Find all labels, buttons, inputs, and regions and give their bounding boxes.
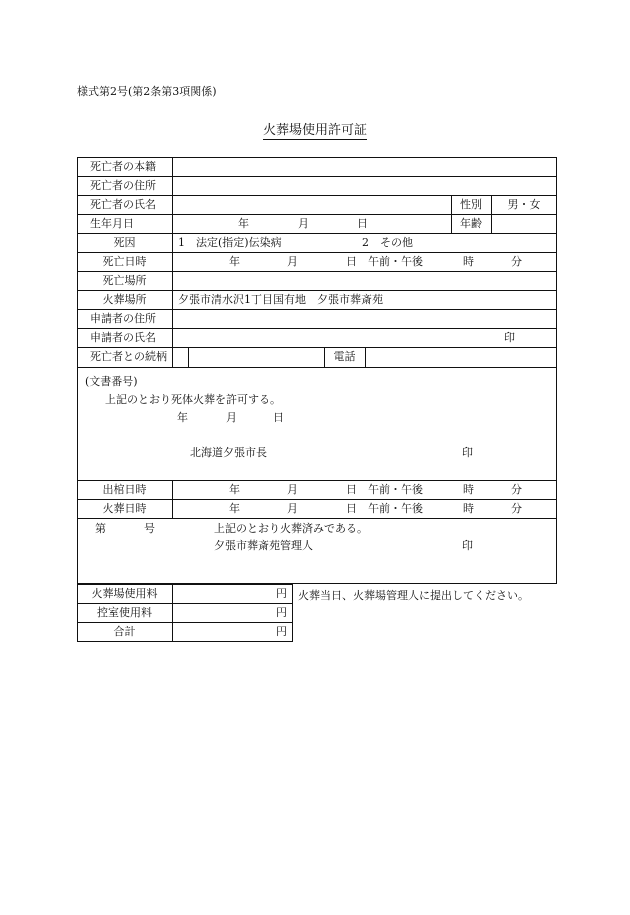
coffin-hour-unit: 時 bbox=[463, 483, 474, 496]
col-line bbox=[365, 347, 366, 367]
death-day-unit: 日 bbox=[346, 255, 357, 268]
cremation-day-unit: 日 bbox=[346, 502, 357, 515]
total-yen: 円 bbox=[276, 625, 287, 638]
row-line bbox=[77, 214, 557, 215]
label-birth-date: 生年月日 bbox=[90, 217, 134, 230]
label-applicant-name: 申請者の氏名 bbox=[90, 331, 156, 344]
label-waiting-room-fee: 控室使用料 bbox=[97, 606, 152, 619]
label-death-place: 死亡場所 bbox=[102, 274, 147, 287]
row-line bbox=[77, 518, 557, 519]
row-line bbox=[77, 603, 293, 604]
document-title-text: 火葬場使用許可証 bbox=[262, 123, 367, 138]
row-line bbox=[77, 233, 557, 234]
row-line bbox=[77, 499, 557, 500]
label-divider bbox=[172, 480, 173, 518]
completion-gou: 号 bbox=[144, 522, 155, 535]
birth-month-unit: 月 bbox=[298, 217, 309, 230]
label-total: 合計 bbox=[113, 625, 136, 638]
label-applicant-address: 申請者の住所 bbox=[90, 312, 156, 325]
coffin-minute-unit: 分 bbox=[511, 483, 522, 496]
label-coffin-datetime: 出棺日時 bbox=[102, 483, 147, 496]
death-ampm: 午前・午後 bbox=[368, 255, 423, 268]
row-line bbox=[77, 290, 557, 291]
label-cremation-place: 火葬場所 bbox=[102, 293, 147, 306]
label-cause-of-death: 死因 bbox=[113, 236, 136, 249]
value-cremation-place: 夕張市清水沢1丁目国有地 夕張市葬斎苑 bbox=[178, 293, 383, 306]
label-relation: 死亡者との続柄 bbox=[90, 350, 167, 363]
label-age: 年齢 bbox=[460, 217, 482, 230]
issuer-name: 北海道夕張市長 bbox=[190, 446, 267, 459]
value-sex: 男・女 bbox=[507, 198, 541, 211]
row-line bbox=[77, 480, 557, 481]
row-line bbox=[77, 367, 557, 368]
label-deceased-name: 死亡者の氏名 bbox=[90, 198, 156, 211]
label-honseki: 死亡者の本籍 bbox=[90, 160, 156, 173]
completion-dai: 第 bbox=[95, 522, 106, 535]
label-divider bbox=[172, 157, 173, 367]
row-line bbox=[77, 347, 557, 348]
row-line bbox=[77, 176, 557, 177]
label-cremation-datetime: 火葬日時 bbox=[102, 502, 147, 515]
applicant-seal: 印 bbox=[504, 331, 515, 344]
col-line bbox=[172, 584, 173, 642]
label-death-datetime: 死亡日時 bbox=[102, 255, 147, 268]
cremation-minute-unit: 分 bbox=[511, 502, 522, 515]
document-number: (文書番号) bbox=[85, 375, 138, 388]
coffin-month-unit: 月 bbox=[287, 483, 298, 496]
row-line bbox=[77, 309, 557, 310]
permit-statement: 上記のとおり死体火葬を許可する。 bbox=[105, 393, 281, 406]
death-year-unit: 年 bbox=[229, 255, 240, 268]
birth-day-unit: 日 bbox=[357, 217, 368, 230]
permit-month-unit: 月 bbox=[226, 411, 237, 424]
row-line bbox=[77, 271, 557, 272]
cremation-month-unit: 月 bbox=[287, 502, 298, 515]
usage-fee-yen: 円 bbox=[276, 587, 287, 600]
label-deceased-address: 死亡者の住所 bbox=[90, 179, 156, 192]
document-title bbox=[0, 124, 630, 137]
cause-option-2: 2 その他 bbox=[362, 236, 413, 249]
col-line bbox=[188, 347, 189, 367]
row-line bbox=[77, 252, 557, 253]
label-phone: 電話 bbox=[333, 350, 356, 363]
coffin-day-unit: 日 bbox=[346, 483, 357, 496]
cremation-ampm: 午前・午後 bbox=[368, 502, 423, 515]
cremation-hour-unit: 時 bbox=[463, 502, 474, 515]
death-minute-unit: 分 bbox=[511, 255, 522, 268]
coffin-ampm: 午前・午後 bbox=[368, 483, 423, 496]
birth-year-unit: 年 bbox=[238, 217, 249, 230]
death-month-unit: 月 bbox=[287, 255, 298, 268]
label-sex: 性別 bbox=[460, 198, 482, 211]
death-hour-unit: 時 bbox=[463, 255, 474, 268]
permit-year-unit: 年 bbox=[177, 411, 188, 424]
cause-option-1: 1 法定(指定)伝染病 bbox=[178, 236, 282, 249]
completion-statement: 上記のとおり火葬済みである。 bbox=[214, 522, 368, 535]
submission-note: 火葬当日、火葬場管理人に提出してください。 bbox=[298, 589, 529, 602]
form-number: 様式第2号(第2条第3項関係) bbox=[77, 85, 217, 98]
issuer-seal: 印 bbox=[462, 446, 473, 459]
coffin-year-unit: 年 bbox=[229, 483, 240, 496]
row-line bbox=[77, 622, 293, 623]
label-usage-fee: 火葬場使用料 bbox=[91, 587, 158, 600]
permit-day-unit: 日 bbox=[273, 411, 284, 424]
manager-name: 夕張市葬斎苑管理人 bbox=[214, 539, 313, 552]
row-line bbox=[77, 328, 557, 329]
waiting-room-fee-yen: 円 bbox=[276, 606, 287, 619]
row-line bbox=[77, 195, 557, 196]
cremation-year-unit: 年 bbox=[229, 502, 240, 515]
manager-seal: 印 bbox=[462, 539, 473, 552]
